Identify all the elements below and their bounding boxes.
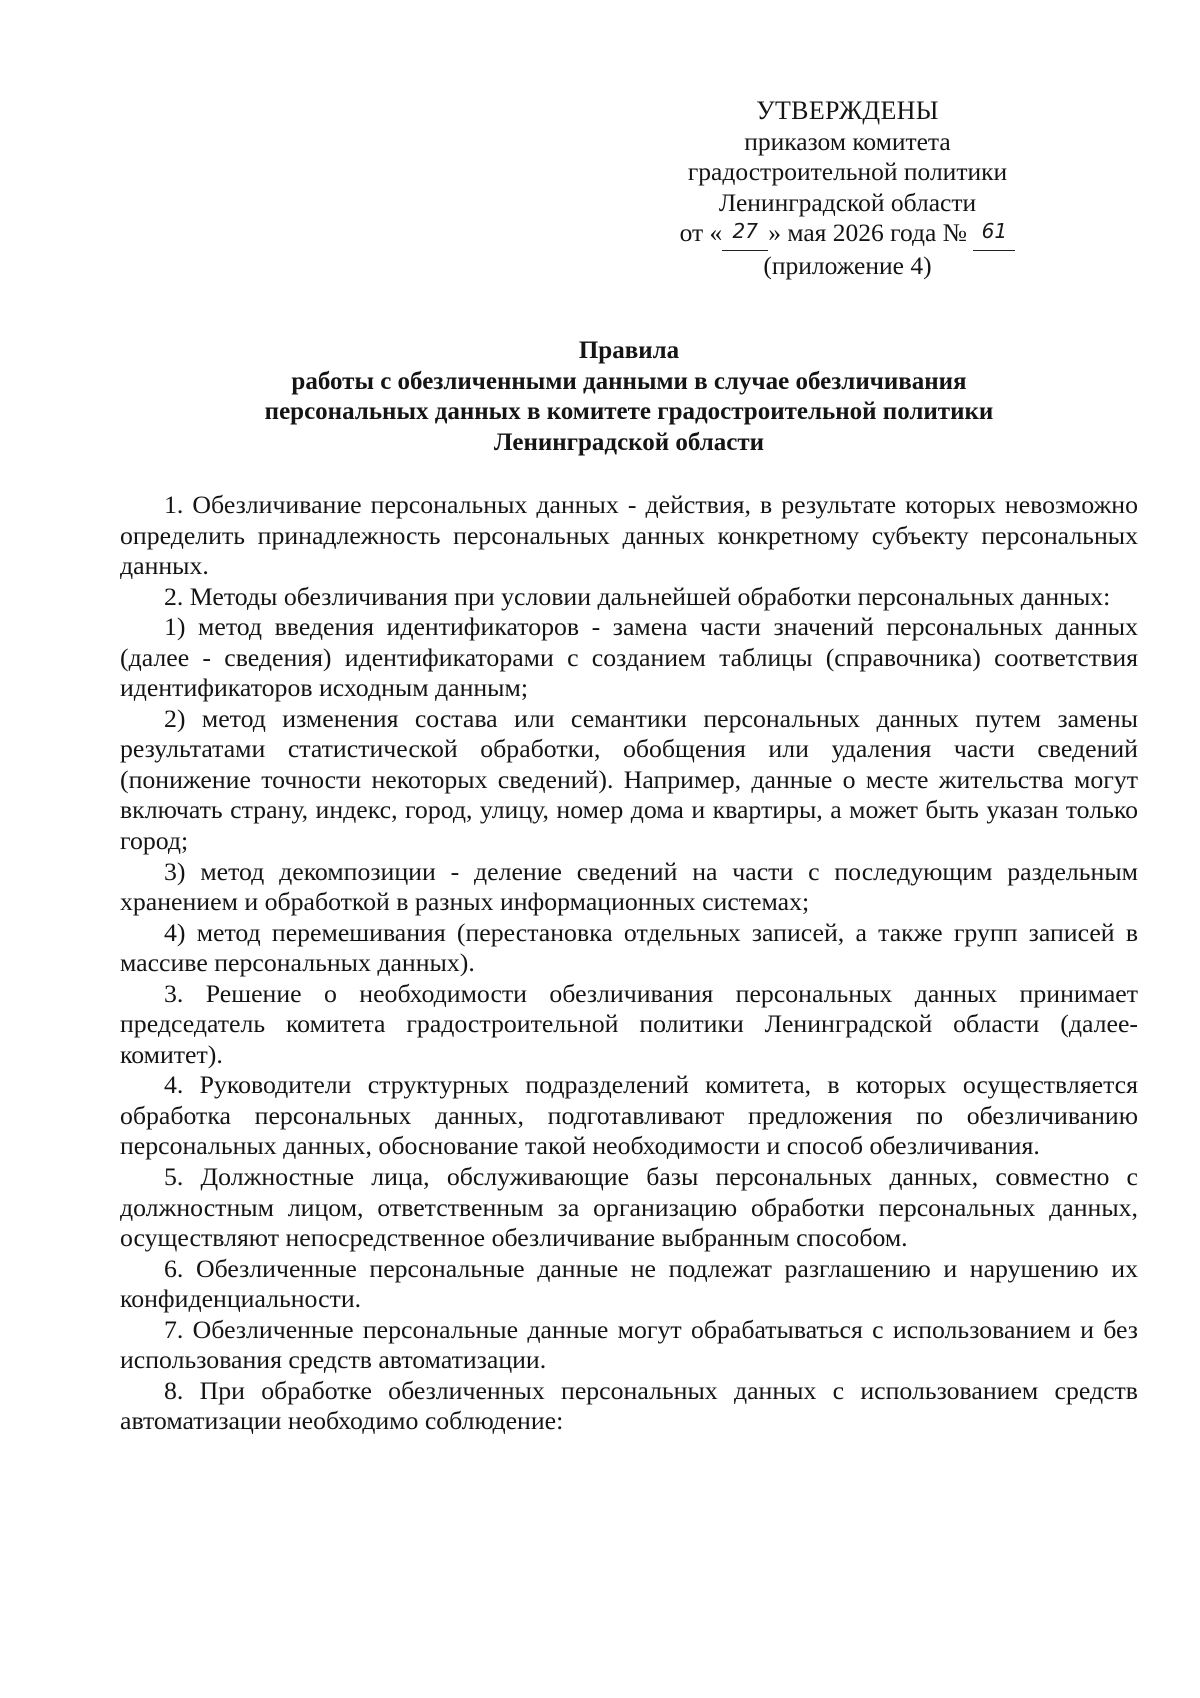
date-middle: » мая 2026 года № [768, 218, 968, 247]
approval-line-region: Ленинградской области [718, 187, 977, 217]
date-prefix: от « [679, 218, 723, 247]
title-line-2: работы с обезличенными данными в случае обезличивания [291, 367, 967, 395]
handwritten-number-field [973, 218, 1015, 251]
document-title [120, 336, 1138, 458]
document-body [120, 490, 1138, 1437]
handwritten-order-number: 61 [981, 219, 1008, 243]
paragraph-1: 1. Обезличивание персональных данных - действия, в результате которых невозможно определить принадлежность персональных данных конкретному субъекту персональных данных. [120, 490, 1138, 581]
paragraph-4: 4. Руководители структурных подразделений комитета, в которых осуществляется обработка персональных данных, подготавливают предложения по обезличиванию персональных данных, обоснование такой необходимости и способ обезличивания. [120, 1070, 1138, 1161]
paragraph-3: 3. Решение о необходимости обезличивания персональных данных принимает председатель комитета градостроительной политики Ленинградской области (далее-комитет). [120, 978, 1138, 1069]
approval-date-line [655, 218, 1040, 251]
method-item-4: 4) метод перемешивания (перестановка отдельных записей, а также групп записей в массиве персональных данных). [120, 917, 1138, 978]
paragraph-2: 2. Методы обезличивания при условии дальнейшей обработки персональных данных: [164, 581, 1111, 611]
paragraph-7: 7. Обезличенные персональные данные могут обрабатываться с использованием и без использования средств автоматизации. [120, 1314, 1138, 1375]
approval-heading: УТВЕРЖДЕНЫ [756, 96, 939, 125]
paragraph-6: 6. Обезличенные персональные данные не подлежат разглашению и нарушению их конфиденциальности. [120, 1253, 1138, 1314]
approval-block [655, 96, 1040, 281]
method-item-2: 2) метод изменения состава или семантики персональных данных путем замены результатами статистической обработки, обобщения или удаления части сведений (понижение точности некоторых сведений). Например, данные о месте жительства могут включать страну, индекс, город, улицу, номер дома и квартиры, а может быть указан только город; [120, 703, 1138, 856]
method-item-3: 3) метод декомпозиции - деление сведений на части с последующим раздельным хранением и обработкой в разных информационных системах; [120, 856, 1138, 917]
approval-line-committee: градостроительной политики [687, 157, 1008, 186]
approval-line-order: приказом комитета [744, 126, 951, 156]
title-line-1: Правила [578, 337, 680, 364]
method-item-1: 1) метод введения идентификаторов - замена части значений персональных данных (далее - сведения) идентификаторами с созданием таблицы (справочника) соответствия идентификаторов исходным данным; [120, 612, 1138, 703]
paragraph-5: 5. Должностные лица, обслуживающие базы персональных данных, совместно с должностным лицом, ответственным за организацию обработки персональных данных, осуществляют непосредственное обезличивание выбранным способом. [120, 1162, 1138, 1253]
handwritten-day-field [722, 218, 768, 251]
paragraph-8: 8. При обработке обезличенных персональных данных с использованием средств автоматизации необходимо соблюдение: [120, 1375, 1138, 1436]
appendix-note: (приложение 4) [763, 250, 932, 280]
title-line-3: персональных данных в комитете градостроительной политики [264, 398, 994, 425]
handwritten-day: 27 [732, 219, 758, 243]
title-line-4: Ленинградской области [493, 428, 765, 456]
